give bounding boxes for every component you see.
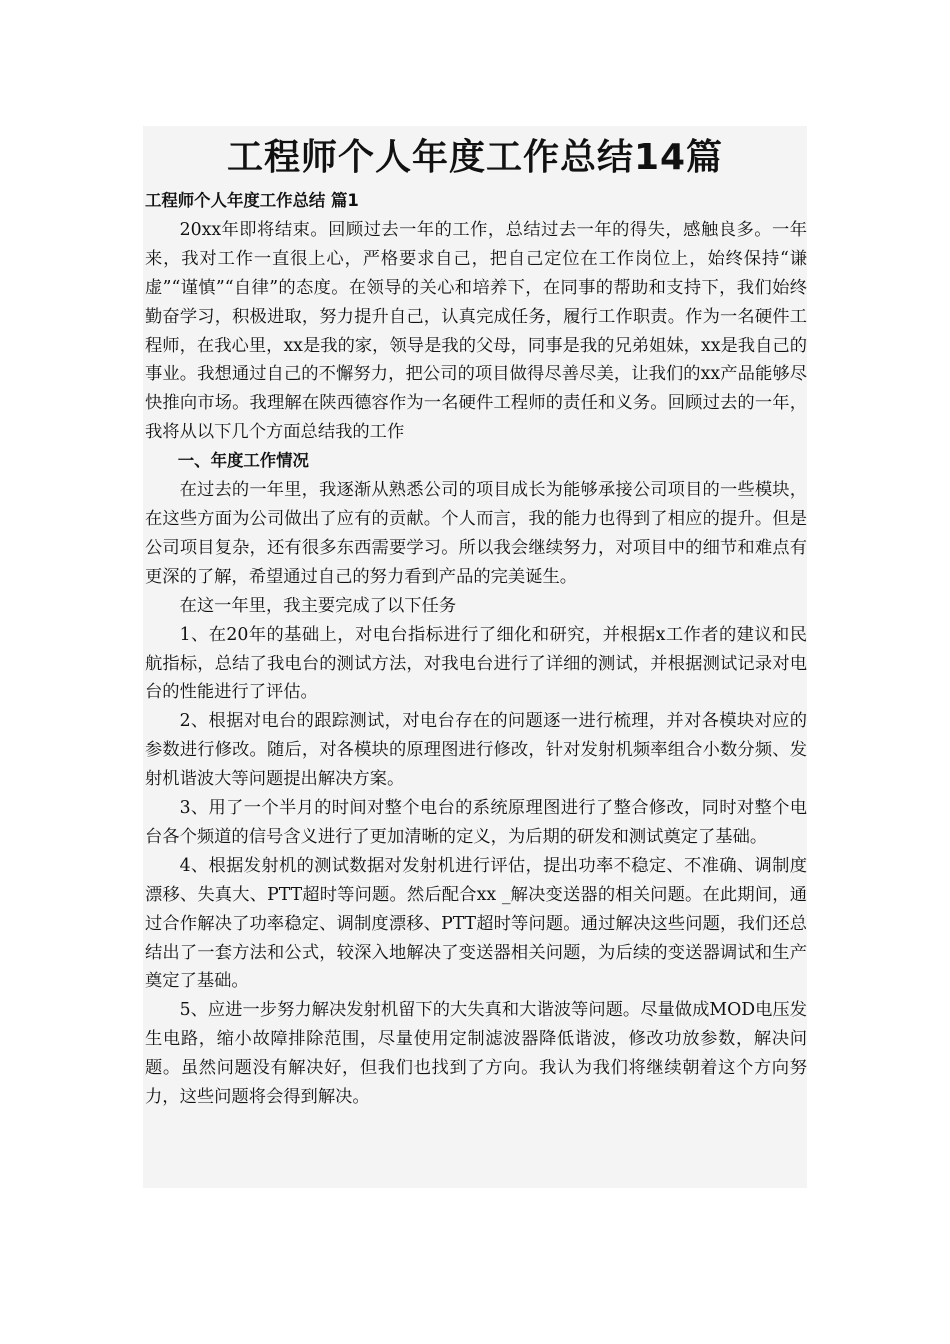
document-body bbox=[145, 187, 807, 1112]
body-paragraph-1: 在过去的一年里，我逐渐从熟悉公司的项目成长为能够承接公司项目的一些模块，在这些方面为公司做出了应有的贡献。个人而言，我的能力也得到了相应的提升。但是公司项目复杂，还有很多东西需要学习。所以我会继续努力，对项目中的细节和难点有更深的了解，希望通过自己的努力看到产品的完美诞生。 bbox=[145, 480, 807, 587]
document-title: 工程师个人年度工作总结14篇 bbox=[226, 137, 724, 178]
task-item-2: 2、根据对电台的跟踪测试，对电台存在的问题逐一进行梳理，并对各模块对应的参数进行修改。随后，对各模块的原理图进行修改，针对发射机频率组合小数分频、发射机谐波大等问题提出解决方案。 bbox=[145, 711, 807, 790]
task-item-4: 4、根据发射机的测试数据对发射机进行评估，提出功率不稳定、不准确、调制度漂移、失真大、PTT超时等问题。然后配合xx _解决变送器的相关问题。在此期间，通过合作解决了功率稳定、调制度漂移、PTT超时等问题。通过解决这些问题，我们还总结出了一套方法和公式，较深入地解决了变送器相关问题，为后续的变送器调试和生产奠定了基础。 bbox=[145, 855, 807, 992]
section-title: 工程师个人年度工作总结 篇1 bbox=[145, 191, 359, 210]
task-item-5: 5、应进一步努力解决发射机留下的大失真和大谐波等问题。尽量做成MOD电压发生电路，缩小故障排除范围，尽量使用定制滤波器降低谐波，修改功放参数，解决问题。虽然问题没有解决好，但我们也找到了方向。我认为我们将继续朝着这个方向努力，这些问题将会得到解决。 bbox=[145, 1000, 807, 1108]
body-paragraph-2: 在这一年里，我主要完成了以下任务 bbox=[179, 595, 457, 616]
task-item-1: 1、在20年的基础上，对电台指标进行了细化和研究，并根据x工作者的建议和民航指标，总结了我电台的测试方法，对我电台进行了详细的测试，并根据测试记录对电台的性能进行了评估。 bbox=[145, 624, 807, 703]
intro-paragraph: 20xx年即将结束。回顾过去一年的工作，总结过去一年的得失，感触良多。一年来，我对工作一直很上心，严格要求自己，把自己定位在工作岗位上，始终保持“谦虚”“谨慎”“自律”的态度。在领导的关心和培养下，在同事的帮助和支持下，我们始终勤奋学习，积极进取，努力提升自己，认真完成任务，履行工作职责。作为一名硬件工程师，在我心里，xx是我的家，领导是我的父母，同事是我的兄弟姐妹，xx是我自己的事业。我想通过自己的不懈努力，把公司的项目做得尽善尽美，让我们的xx产品能够尽快推向市场。我理解在陕西德容作为一名硬件工程师的责任和义务。回顾过去的一年，我将从以下几个方面总结我的工作 bbox=[145, 219, 807, 443]
task-item-3: 3、用了一个半月的时间对整个电台的系统原理图进行了整合修改，同时对整个电台各个频道的信号含义进行了更加清晰的定义，为后期的研发和测试奠定了基础。 bbox=[145, 798, 807, 847]
subheading-annual-work: 一、年度工作情况 bbox=[177, 451, 309, 471]
